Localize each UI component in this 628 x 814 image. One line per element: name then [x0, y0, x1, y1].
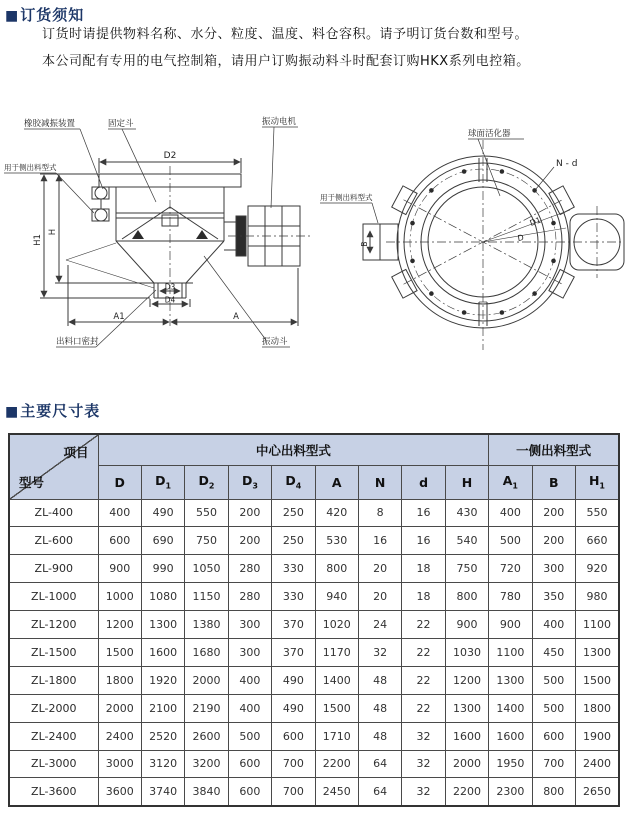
- dim-value-cell: 1400: [489, 694, 532, 722]
- dim-label-d3: D3: [164, 282, 176, 292]
- group-header-side-discharge: 一侧出料型式: [489, 434, 619, 465]
- dim-value-cell: 32: [402, 750, 445, 778]
- table-row-ZL-3600: [9, 778, 619, 806]
- dim-value-cell: 3120: [141, 750, 184, 778]
- dim-value-cell: 1300: [575, 638, 619, 666]
- section-title-dimensions: [5, 400, 100, 421]
- dim-value-cell: 750: [445, 555, 488, 583]
- dim-value-cell: 1400: [315, 666, 358, 694]
- dim-value-cell: 600: [532, 722, 575, 750]
- dim-value-cell: 330: [272, 555, 315, 583]
- dim-value-cell: 330: [272, 583, 315, 611]
- model-cell: ZL-1500: [9, 638, 98, 666]
- model-cell: ZL-3000: [9, 750, 98, 778]
- dim-value-cell: 200: [532, 499, 575, 527]
- table-body: [9, 499, 619, 806]
- dim-value-cell: 2400: [98, 722, 141, 750]
- dim-value-cell: 540: [445, 527, 488, 555]
- dim-value-cell: 18: [402, 583, 445, 611]
- section-title-ordering-text: 订货须知: [20, 6, 85, 24]
- dim-value-cell: 250: [272, 527, 315, 555]
- dim-value-cell: 490: [272, 666, 315, 694]
- label-spherical-activator: 球面活化器: [468, 129, 511, 139]
- col-header-d: d: [402, 465, 445, 499]
- dim-value-cell: 18: [402, 555, 445, 583]
- dim-value-cell: 450: [532, 638, 575, 666]
- table-row-ZL-1800: [9, 666, 619, 694]
- dim-value-cell: 1800: [575, 694, 619, 722]
- model-cell: ZL-3600: [9, 778, 98, 806]
- col-header-A1: $A_1$: [489, 465, 532, 499]
- dim-value-cell: 22: [402, 666, 445, 694]
- col-header-D: D: [98, 465, 141, 499]
- dim-value-cell: 3740: [141, 778, 184, 806]
- dim-value-cell: 1050: [185, 555, 228, 583]
- model-cell: ZL-1000: [9, 583, 98, 611]
- label-vibrating-hopper: 振动斗: [262, 337, 288, 347]
- dim-label-b: B: [360, 241, 369, 247]
- corner-header-cell: [9, 434, 98, 499]
- dim-value-cell: 400: [228, 694, 271, 722]
- dim-value-cell: 1200: [98, 611, 141, 639]
- ordering-note-line1: 订货时请提供物料名称、水分、粒度、温度、料仓容积。请予明订货台数和型号。: [42, 27, 529, 42]
- model-cell: ZL-900: [9, 555, 98, 583]
- table-row-ZL-1000: [9, 583, 619, 611]
- dim-value-cell: 2400: [575, 750, 619, 778]
- col-header-D3: $D_3$: [228, 465, 271, 499]
- table-row-ZL-900: [9, 555, 619, 583]
- dim-value-cell: 22: [402, 638, 445, 666]
- section-title-dimensions-text: 主要尺寸表: [20, 402, 101, 420]
- table-row-ZL-400: [9, 499, 619, 527]
- dim-label-a1: A1: [113, 312, 125, 322]
- label-vibration-motor: 振动电机: [262, 117, 297, 127]
- col-header-H1: $H_1$: [575, 465, 619, 499]
- dim-value-cell: 300: [228, 638, 271, 666]
- dim-value-cell: 1300: [445, 694, 488, 722]
- dim-value-cell: 920: [575, 555, 619, 583]
- dim-value-cell: 700: [532, 750, 575, 778]
- label-side-discharge-note-top: 用于侧出料型式: [320, 193, 373, 202]
- dim-value-cell: 350: [532, 583, 575, 611]
- dim-value-cell: 1080: [141, 583, 184, 611]
- dim-value-cell: 600: [272, 722, 315, 750]
- dim-value-cell: 400: [532, 611, 575, 639]
- dim-value-cell: 64: [358, 750, 401, 778]
- dim-value-cell: 1380: [185, 611, 228, 639]
- dim-value-cell: 400: [228, 666, 271, 694]
- dim-value-cell: 280: [228, 555, 271, 583]
- col-header-B: B: [532, 465, 575, 499]
- dim-value-cell: 720: [489, 555, 532, 583]
- square-bullet-icon: ■: [5, 404, 20, 420]
- dim-label-d4: D4: [164, 295, 176, 305]
- dim-value-cell: 370: [272, 611, 315, 639]
- dim-value-cell: 20: [358, 555, 401, 583]
- dim-value-cell: 200: [228, 499, 271, 527]
- dim-value-cell: 900: [98, 555, 141, 583]
- dim-value-cell: 1710: [315, 722, 358, 750]
- dim-value-cell: 3600: [98, 778, 141, 806]
- dim-value-cell: 500: [228, 722, 271, 750]
- dim-value-cell: 32: [402, 722, 445, 750]
- dim-value-cell: 48: [358, 666, 401, 694]
- model-cell: ZL-2400: [9, 722, 98, 750]
- dim-value-cell: 3200: [185, 750, 228, 778]
- dim-value-cell: 1500: [315, 694, 358, 722]
- dim-value-cell: 1100: [489, 638, 532, 666]
- dim-value-cell: 1200: [445, 666, 488, 694]
- dim-value-cell: 1000: [98, 583, 141, 611]
- dim-value-cell: 2000: [98, 694, 141, 722]
- dim-value-cell: 1600: [141, 638, 184, 666]
- dim-value-cell: 1600: [445, 722, 488, 750]
- dim-value-cell: 600: [98, 527, 141, 555]
- table-group-header-row: [9, 434, 619, 465]
- dim-label-d: D: [516, 233, 525, 243]
- dim-label-d1: D1: [528, 215, 543, 228]
- model-cell: ZL-1200: [9, 611, 98, 639]
- model-cell: ZL-1800: [9, 666, 98, 694]
- dim-value-cell: 1680: [185, 638, 228, 666]
- dim-value-cell: 16: [402, 527, 445, 555]
- dim-value-cell: 3000: [98, 750, 141, 778]
- dim-value-cell: 200: [532, 527, 575, 555]
- dim-label-a: A: [233, 312, 239, 322]
- dim-value-cell: 1950: [489, 750, 532, 778]
- dim-value-cell: 8: [358, 499, 401, 527]
- dim-value-cell: 22: [402, 694, 445, 722]
- dim-value-cell: 490: [141, 499, 184, 527]
- label-side-discharge-note: 用于侧出料型式: [4, 163, 57, 172]
- dim-value-cell: 2100: [141, 694, 184, 722]
- dim-value-cell: 940: [315, 583, 358, 611]
- dim-value-cell: 1300: [141, 611, 184, 639]
- dim-value-cell: 2200: [445, 778, 488, 806]
- model-cell: ZL-2000: [9, 694, 98, 722]
- dim-value-cell: 1900: [575, 722, 619, 750]
- dim-value-cell: 64: [358, 778, 401, 806]
- model-cell: ZL-600: [9, 527, 98, 555]
- dim-value-cell: 400: [489, 499, 532, 527]
- dim-value-cell: 530: [315, 527, 358, 555]
- dim-value-cell: 3840: [185, 778, 228, 806]
- dim-value-cell: 1030: [445, 638, 488, 666]
- dim-value-cell: 48: [358, 722, 401, 750]
- table-row-ZL-600: [9, 527, 619, 555]
- square-bullet-icon: ■: [5, 8, 20, 24]
- dim-value-cell: 700: [272, 750, 315, 778]
- col-header-D1: $D_1$: [141, 465, 184, 499]
- table-column-header-row: [9, 465, 619, 499]
- dim-value-cell: 1920: [141, 666, 184, 694]
- dim-value-cell: 250: [272, 499, 315, 527]
- model-cell: ZL-400: [9, 499, 98, 527]
- group-header-center-discharge: 中心出料型式: [98, 434, 489, 465]
- dim-label-h: H: [48, 228, 58, 236]
- dim-value-cell: 22: [402, 611, 445, 639]
- dim-value-cell: 1500: [575, 666, 619, 694]
- dim-value-cell: 780: [489, 583, 532, 611]
- dim-value-cell: 690: [141, 527, 184, 555]
- col-header-D4: $D_4$: [272, 465, 315, 499]
- dim-value-cell: 20: [358, 583, 401, 611]
- label-bolt-spec: N - d: [556, 159, 578, 169]
- dim-label-h1: H1: [33, 234, 43, 246]
- dim-value-cell: 24: [358, 611, 401, 639]
- top-view-diagram: [318, 110, 626, 366]
- section-title-ordering: [5, 4, 84, 25]
- dim-value-cell: 1020: [315, 611, 358, 639]
- dim-value-cell: 300: [532, 555, 575, 583]
- dim-value-cell: 280: [228, 583, 271, 611]
- label-rubber-damper: 橡胶减振装置: [24, 119, 76, 129]
- dim-value-cell: 2650: [575, 778, 619, 806]
- dim-value-cell: 2000: [185, 666, 228, 694]
- dim-value-cell: 1500: [98, 638, 141, 666]
- dim-value-cell: 900: [489, 611, 532, 639]
- dim-value-cell: 600: [228, 750, 271, 778]
- table-row-ZL-2000: [9, 694, 619, 722]
- ordering-notes: [42, 28, 602, 82]
- dim-value-cell: 900: [445, 611, 488, 639]
- dimensions-table: [8, 433, 620, 807]
- dim-label-d2: D2: [163, 151, 177, 161]
- dim-value-cell: 990: [141, 555, 184, 583]
- dim-value-cell: 2190: [185, 694, 228, 722]
- label-fixed-hopper: 固定斗: [108, 119, 134, 129]
- dim-value-cell: 500: [489, 527, 532, 555]
- table-row-ZL-1500: [9, 638, 619, 666]
- dim-value-cell: 500: [532, 666, 575, 694]
- dim-value-cell: 1100: [575, 611, 619, 639]
- dim-value-cell: 980: [575, 583, 619, 611]
- dim-value-cell: 700: [272, 778, 315, 806]
- dim-value-cell: 2450: [315, 778, 358, 806]
- side-view-diagram: [4, 110, 316, 366]
- dim-value-cell: 550: [575, 499, 619, 527]
- col-header-H: H: [445, 465, 488, 499]
- dim-value-cell: 2300: [489, 778, 532, 806]
- dim-value-cell: 800: [315, 555, 358, 583]
- dim-value-cell: 370: [272, 638, 315, 666]
- dim-value-cell: 1300: [489, 666, 532, 694]
- dim-value-cell: 32: [402, 778, 445, 806]
- dim-value-cell: 800: [445, 583, 488, 611]
- dim-value-cell: 550: [185, 499, 228, 527]
- dim-value-cell: 600: [228, 778, 271, 806]
- dim-value-cell: 430: [445, 499, 488, 527]
- dim-value-cell: 32: [358, 638, 401, 666]
- dim-value-cell: 1800: [98, 666, 141, 694]
- table-row-ZL-3000: [9, 750, 619, 778]
- dim-value-cell: 1150: [185, 583, 228, 611]
- dim-value-cell: 48: [358, 694, 401, 722]
- corner-label-item: 项目: [63, 445, 89, 460]
- col-header-D2: $D_2$: [185, 465, 228, 499]
- dim-value-cell: 2200: [315, 750, 358, 778]
- dim-value-cell: 16: [358, 527, 401, 555]
- ordering-note-line2: 本公司配有专用的电气控制箱，请用户订购振动料斗时配套订购HKX系列电控箱。: [42, 53, 530, 69]
- col-header-A: A: [315, 465, 358, 499]
- dim-value-cell: 1170: [315, 638, 358, 666]
- dim-value-cell: 490: [272, 694, 315, 722]
- dim-value-cell: 16: [402, 499, 445, 527]
- table-row-ZL-2400: [9, 722, 619, 750]
- dim-value-cell: 2000: [445, 750, 488, 778]
- dim-value-cell: 2600: [185, 722, 228, 750]
- dim-value-cell: 300: [228, 611, 271, 639]
- table-row-ZL-1200: [9, 611, 619, 639]
- col-header-N: N: [358, 465, 401, 499]
- dim-value-cell: 1600: [489, 722, 532, 750]
- dim-value-cell: 750: [185, 527, 228, 555]
- dim-value-cell: 2520: [141, 722, 184, 750]
- dim-value-cell: 500: [532, 694, 575, 722]
- dim-value-cell: 200: [228, 527, 271, 555]
- dim-value-cell: 660: [575, 527, 619, 555]
- dim-value-cell: 400: [98, 499, 141, 527]
- corner-label-model: 型号: [19, 474, 45, 490]
- dim-value-cell: 800: [532, 778, 575, 806]
- dim-value-cell: 420: [315, 499, 358, 527]
- label-outlet-seal: 出料口密封: [56, 337, 99, 347]
